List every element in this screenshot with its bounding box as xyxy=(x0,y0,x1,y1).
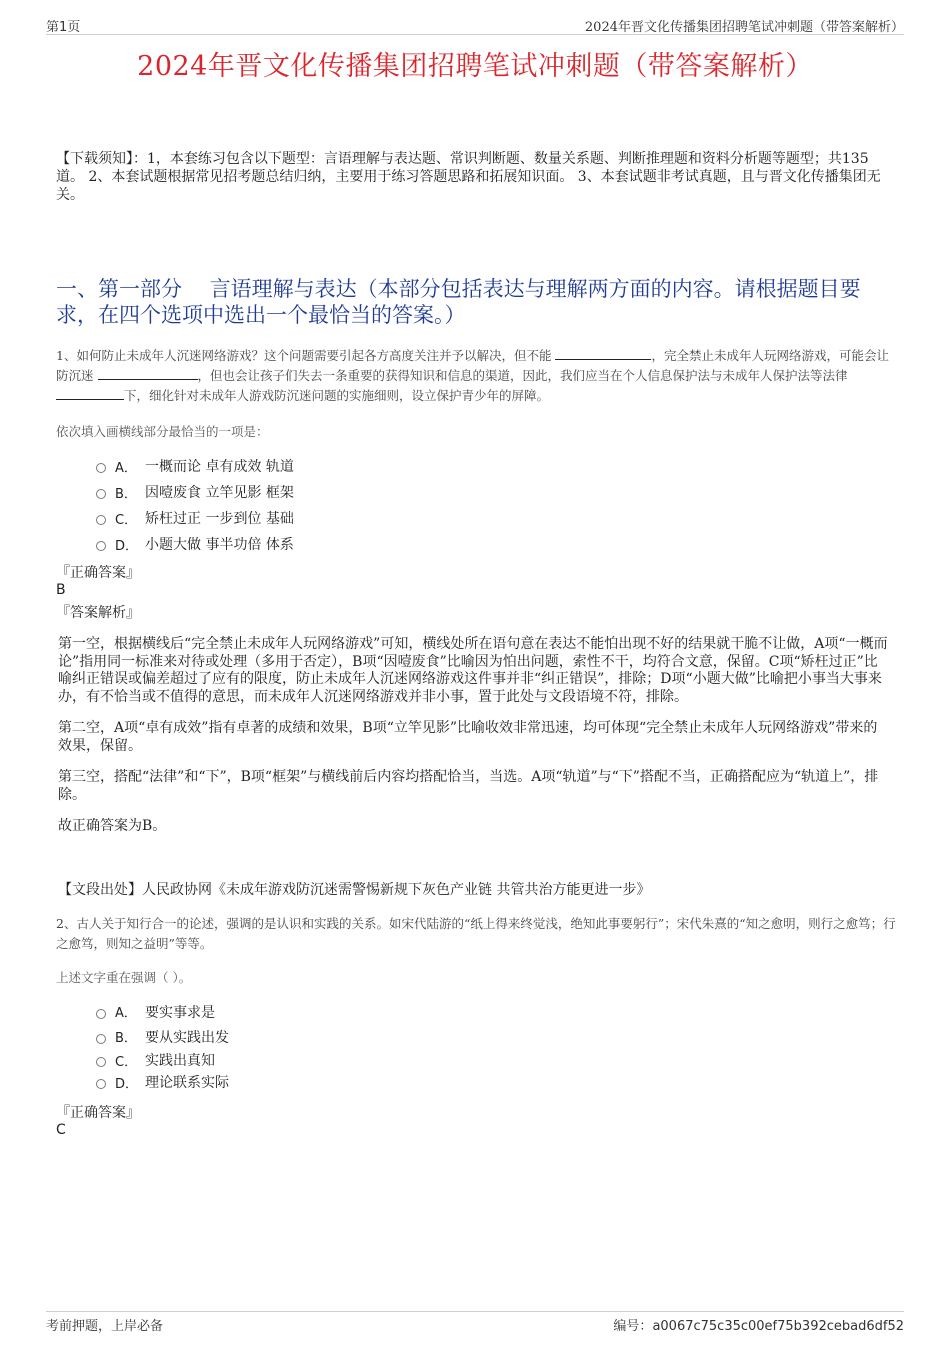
radio-icon[interactable] xyxy=(96,489,106,499)
q2-option-d[interactable]: D． 理论联系实际 xyxy=(96,1071,229,1093)
page-footer xyxy=(46,1311,904,1332)
q1-option-d[interactable]: D． 小题大做 事半功倍 体系 xyxy=(96,531,294,557)
q1-text-part3: ，但也会让孩子们失去一条重要的获得知识和信息的渠道，因此，我们应当在个人信息保护法与未成年人保护法等法律 xyxy=(197,368,848,383)
question-1-text xyxy=(56,346,898,406)
q1-source: 【文段出处】人民政协网《未成年游戏防沉迷需警惕新规下灰色产业链 共管共治方能更进一步》 xyxy=(58,882,651,898)
q2-answer: C xyxy=(56,1122,66,1138)
q1-blank-3 xyxy=(56,387,124,400)
q1-text-part1: 1、如何防止未成年人沉迷网络游戏？这个问题需要引起各方高度关注并予以解决，但不能 xyxy=(56,348,552,363)
page-number: 第1页 xyxy=(46,20,81,35)
radio-icon[interactable] xyxy=(96,1057,106,1067)
q1-answer: B xyxy=(56,582,66,598)
q2-answer-label: 『正确答案』 xyxy=(56,1105,140,1121)
header-doc-title: 2024年晋文化传播集团招聘笔试冲刺题（带答案解析） xyxy=(584,20,904,35)
q1-prompt: 依次填入画横线部分最恰当的一项是： xyxy=(56,424,269,439)
page-header xyxy=(46,16,904,35)
q1-analysis xyxy=(58,636,890,850)
radio-icon[interactable] xyxy=(96,1009,106,1019)
download-notice: 【下载须知】：1，本套练习包含以下题型：言语理解与表达题、常识判断题、数量关系题、判断推理题和资料分析题等题型；共135道。 2、本套试题根据常见招考题总结归纳，主要用于练习答题思路和拓展知识面。 3、本套试题非考试真题，且与晋文化传播集团无关。 xyxy=(56,151,881,203)
q1-text-part4: 下，细化针对未成年人游戏防沉迷问题的实施细则，设立保护青少年的屏障。 xyxy=(124,388,550,403)
q1-options xyxy=(96,453,294,557)
section-title: 一、第一部分 言语理解与表达（本部分包括表达与理解两方面的内容。请根据题目要求，在四个选项中选出一个最恰当的答案。） xyxy=(56,277,861,327)
q1-option-c[interactable]: C． 矫枉过正 一步到位 基础 xyxy=(96,505,294,531)
q1-option-a[interactable]: A． 一概而论 卓有成效 轨道 xyxy=(96,453,294,479)
radio-icon[interactable] xyxy=(96,541,106,551)
footer-slogan: 考前押题，上岸必备 xyxy=(46,1319,164,1334)
radio-icon[interactable] xyxy=(96,463,106,473)
q2-prompt: 上述文字重在强调（ ）。 xyxy=(56,970,192,985)
q1-analysis-label: 『答案解析』 xyxy=(56,605,140,621)
analysis-paragraph: 故正确答案为B。 xyxy=(58,818,167,834)
question-2-text: 2、古人关于知行合一的论述，强调的是认识和实践的关系。如宋代陆游的“纸上得来终觉浅，绝知此事要躬行”；宋代朱熹的“知之愈明，则行之愈笃；行之愈笃，则知之益明”等等。 xyxy=(56,916,896,951)
q2-option-b[interactable]: B． 要从实践出发 xyxy=(96,1024,229,1049)
q1-blank-2 xyxy=(98,367,198,380)
q1-blank-1 xyxy=(555,347,651,360)
analysis-paragraph: 第二空，A项“卓有成效”指有卓著的成绩和效果，B项“立竿见影”比喻收效非常迅速，均可体现“完全禁止未成年人玩网络游戏”带来的效果，保留。 xyxy=(58,720,878,754)
q2-option-a[interactable]: A． 要实事求是 xyxy=(96,999,229,1024)
q1-option-b[interactable]: B． 因噎废食 立竿见影 框架 xyxy=(96,479,294,505)
analysis-paragraph: 第一空，根据横线后“完全禁止未成年人玩网络游戏”可知，横线处所在语句意在表达不能怕出现不好的结果就干脆不让做，A项“一概而论”指用同一标准来对待或处理（多用于否定），B项“因噎废食”比喻因为怕出问题，索性不干，均符合文意，保留。C项“矫枉过正”比喻纠正错误或偏差超过了应有的限度，防止未成年人沉迷网络游戏这件事并非“纠正错误”，排除；D项“小题大做”比喻把小事当大事来办，有不恰当或不值得的意思，而未成年人沉迷网络游戏并非小事，置于此处与文段语境不符，排除。 xyxy=(58,636,888,705)
analysis-paragraph: 第三空，搭配“法律”和“下”，B项“框架”与横线前后内容均搭配恰当，当选。A项“轨道”与“下”搭配不当，正确搭配应为“轨道上”，排除。 xyxy=(58,769,879,803)
q2-options xyxy=(96,999,229,1093)
footer-code-label: 编号： xyxy=(613,1319,653,1334)
radio-icon[interactable] xyxy=(96,515,106,525)
radio-icon[interactable] xyxy=(96,1079,106,1089)
footer-code-value: a0067c75c35c00ef75b392cebad6df52 xyxy=(652,1319,904,1334)
q1-text-part2: ，完全禁止未成年人玩网络游戏，可能会让防沉迷 xyxy=(56,348,889,383)
q2-option-c[interactable]: C． 实践出真知 xyxy=(96,1049,229,1071)
footer-code xyxy=(613,1315,904,1334)
radio-icon[interactable] xyxy=(96,1034,106,1044)
q1-answer-label: 『正确答案』 xyxy=(56,565,140,581)
document-title: 2024年晋文化传播集团招聘笔试冲刺题（带答案解析） xyxy=(137,51,813,82)
